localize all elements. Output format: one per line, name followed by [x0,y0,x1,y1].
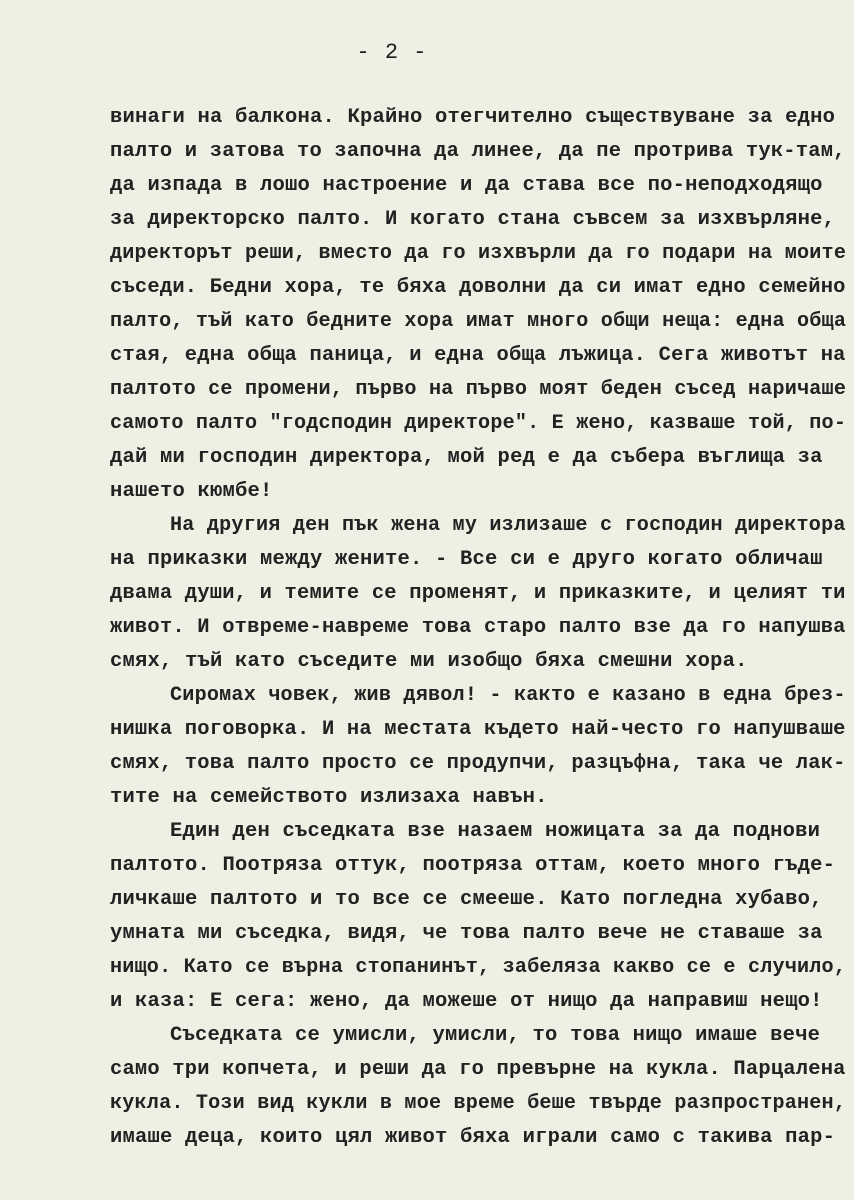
text-line: само три копчета, и реши да го превърне на кукла. Парцалена [110,1058,846,1081]
page-number: - 2 - [356,40,428,65]
text-line: тите на семейството излизаха навън. [110,786,548,809]
text-line: палто, тъй като бедните хора имат много общи неща: една обща [110,310,847,333]
text-line: дай ми господин директора, мой ред е да събера въглища за [110,446,823,469]
text-line: нищо. Като се върна стопанинът, забеляза какво се е случило, [110,956,847,979]
text-line: стая, една обща паница, и една обща лъжица. Сега животът на [110,344,846,367]
text-line: нашето кюмбе! [110,480,273,503]
text-line: и каза: Е сега: жено, да можеше от нищо да направиш нещо! [110,990,823,1013]
text-line: съседи. Бедни хора, те бяха доволни да си имат едно семейно [110,276,846,299]
text-line: личкаше палтото и то все се смееше. Като погледна хубаво, [110,888,823,911]
text-line: на приказки между жените. - Все си е друго когато обличаш [110,548,823,571]
text-line: имаше деца, които цял живот бяха играли само с такива пар- [110,1126,836,1149]
text-line: Сиромах човек, жив дявол! - както е казано в една брез- [170,684,846,707]
text-line: живот. И отвреме-навреме това старо палто взе да го напушва [110,616,846,639]
text-line: нишка поговорка. И на местата където най-често го напушваше [110,718,846,741]
text-line: палтото. Поотряза оттук, поотряза оттам, което много гъде- [110,854,836,877]
text-line: да изпада в лошо настроение и да става все по-неподходящо [110,174,823,197]
text-line: Един ден съседката взе назаем ножицата за да поднови [170,820,821,843]
text-line: самото палто "годсподин директоре". Е жено, казваше той, по- [110,412,847,435]
text-line: смях, това палто просто се продупчи, разцъфна, така че лак- [110,752,846,775]
text-line: Съседката се умисли, умисли, то това нищо имаше вече [170,1024,821,1047]
text-line: умната ми съседка, видя, че това палто вече не ставаше за [110,922,823,945]
text-line: На другия ден пък жена му излизаше с господин директора [170,514,846,537]
text-line: кукла. Този вид кукли в мое време беше твърде разпространен, [110,1092,847,1115]
text-line: двама души, и темите се променят, и приказките, и целият ти [110,582,846,605]
text-line: палто и затова то започна да линее, да пе протрива тук-там, [110,140,846,163]
text-line: смях, тъй като съседите ми изобщо бяха смешни хора. [110,650,748,673]
text-line: винаги на балкона. Крайно отегчително съществуване за едно [110,106,836,129]
text-line: директорът реши, вместо да го изхвърли да го подари на моите [110,242,847,265]
text-line: палтото се промени, първо на първо моят беден съсед наричаше [110,378,847,401]
text-line: за директорско палто. И когато стана съвсем за изхвърляне, [110,208,836,231]
